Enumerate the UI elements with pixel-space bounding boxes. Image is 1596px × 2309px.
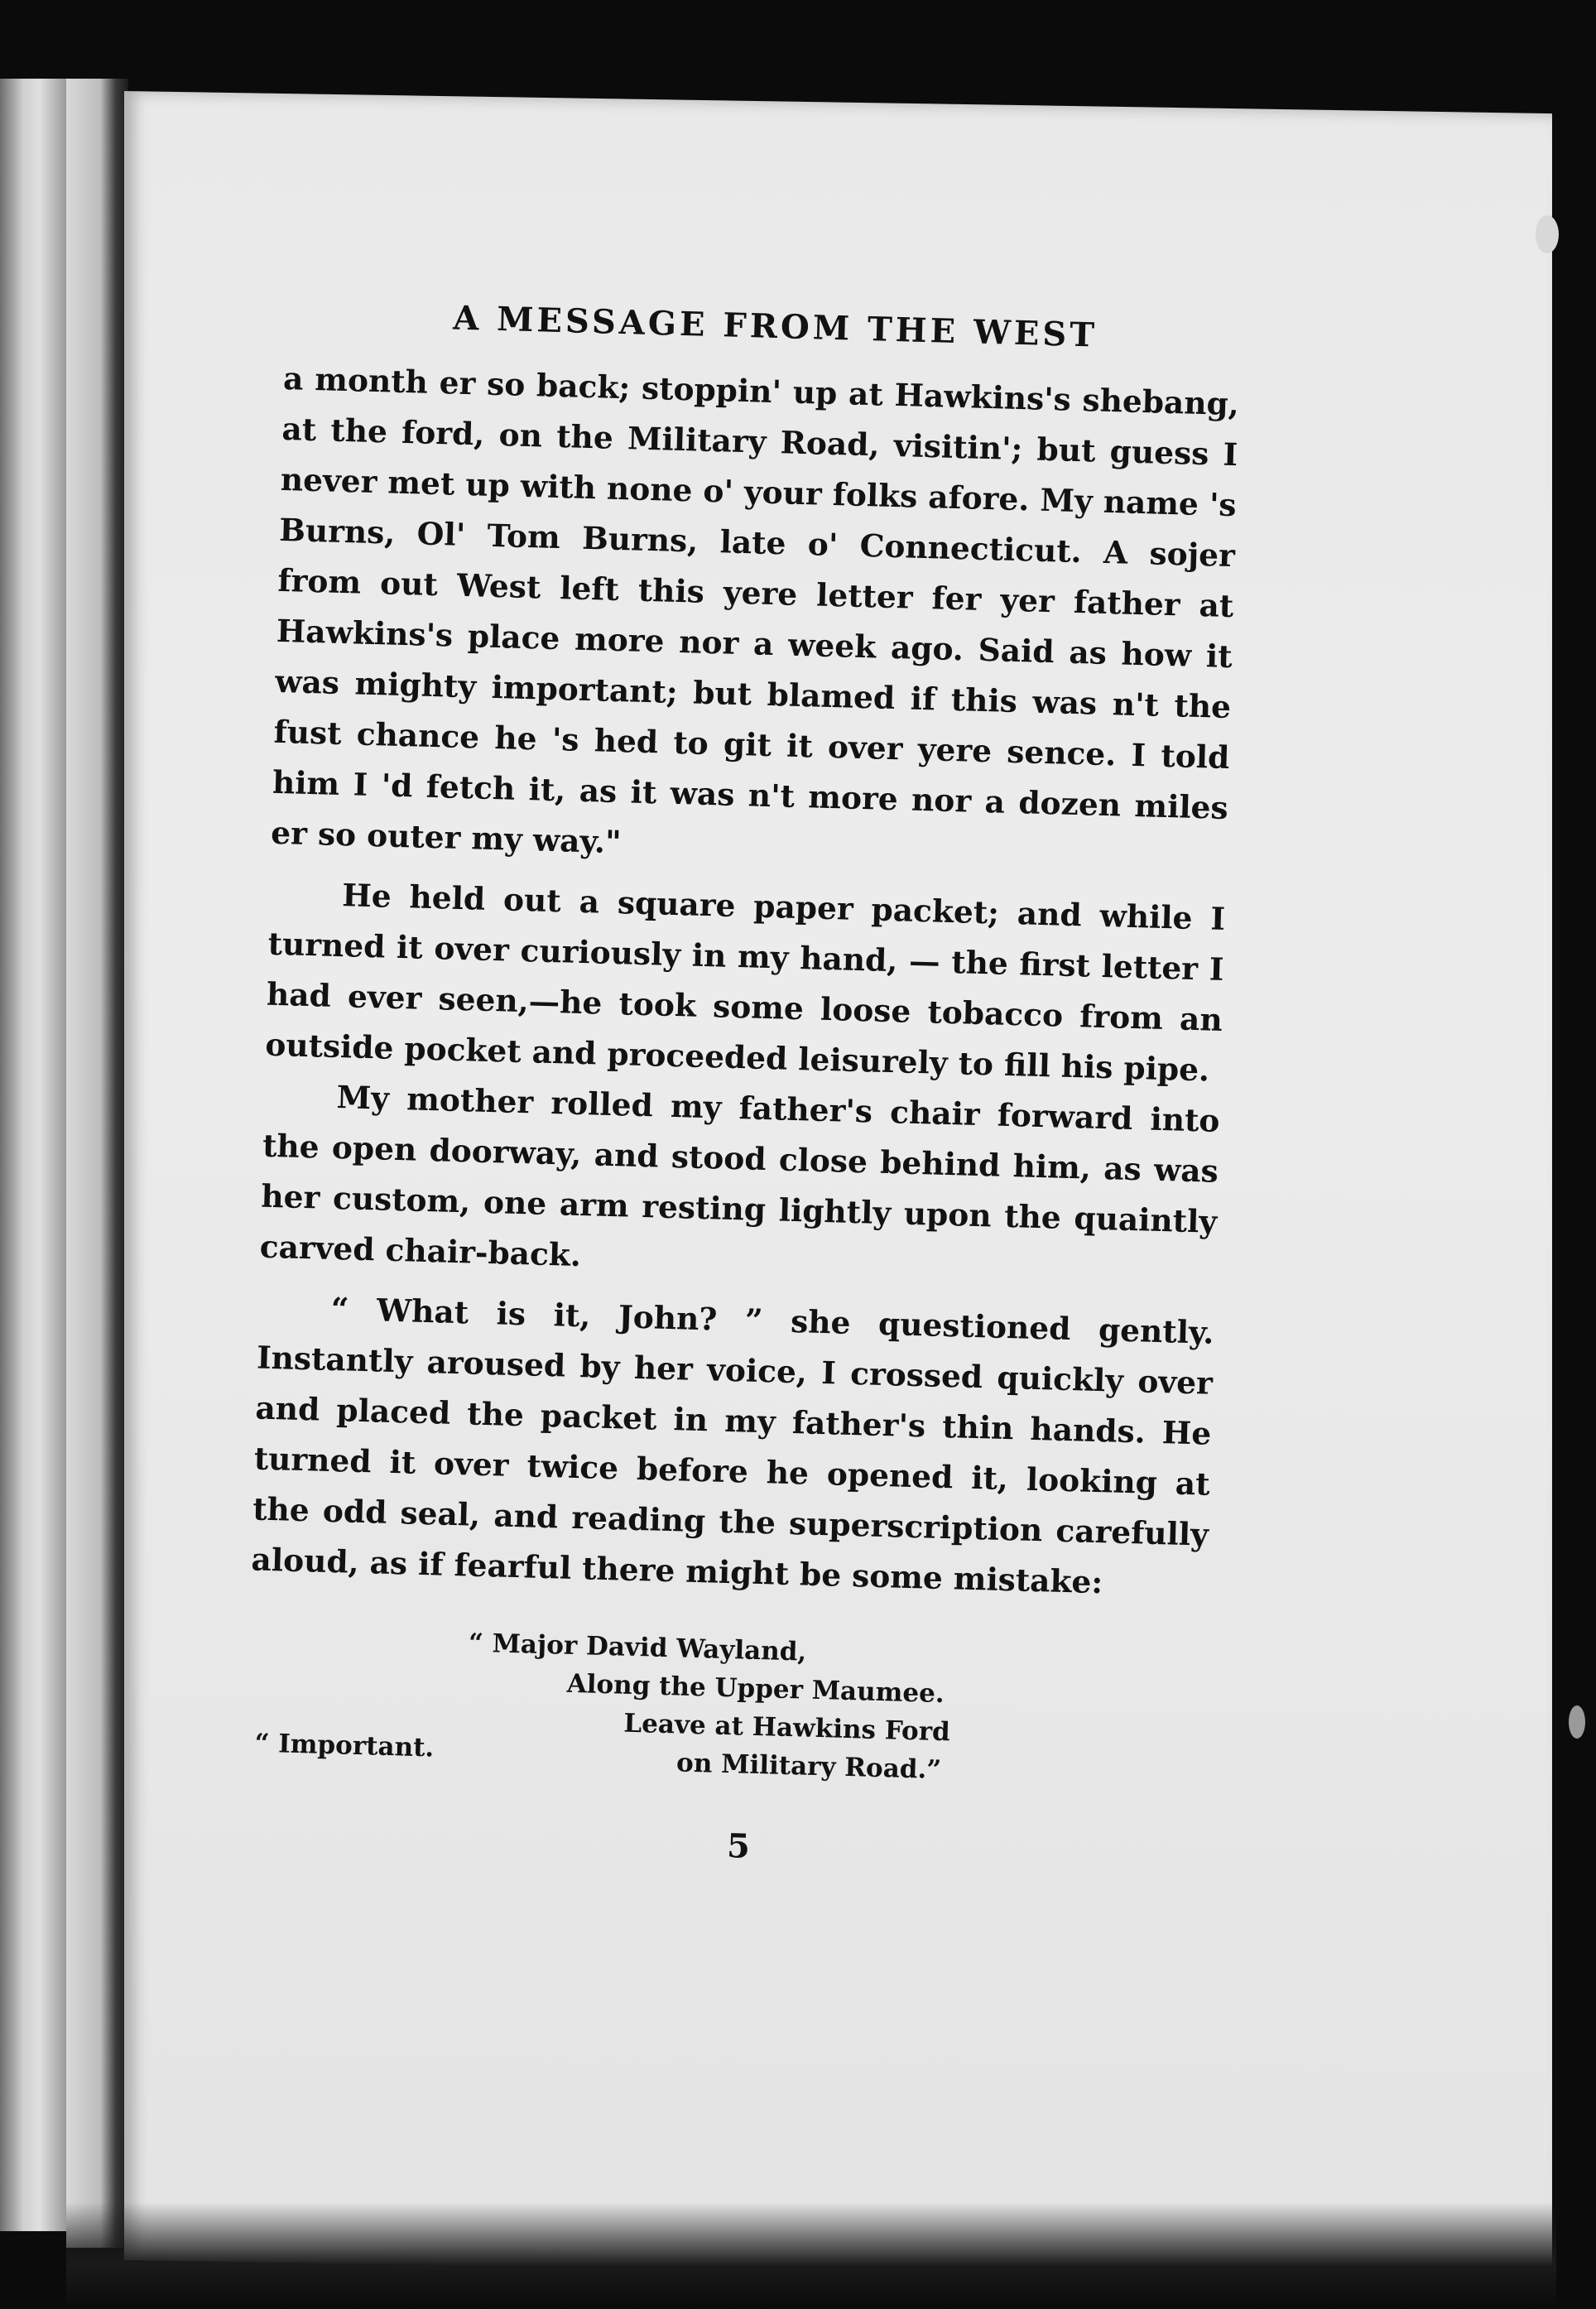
letter-superscription xyxy=(244,1618,1205,1834)
page-bottom-shadow xyxy=(66,2202,1556,2309)
paragraph-mother: My mother rolled my father's chair forward into the open doorway, and stood close behind him, as was her custom, one arm resting lightly upon the quaintly carved chair-back. xyxy=(259,1079,1220,1274)
paragraph-packet: He held out a square paper packet; and while I turned it over curiously in my hand, — the first letter I had ever seen,—he took some loose tobacco from an outside pocket and proceeded leisurely to fill his pipe. xyxy=(264,877,1226,1089)
address-line-name: “ Major David Wayland, xyxy=(468,1628,807,1667)
address-line-leave-at: Leave at Hawkins Ford xyxy=(623,1708,951,1748)
running-head: A MESSAGE FROM THE WEST xyxy=(452,298,1098,355)
page-text-block xyxy=(243,294,1242,1878)
body-text xyxy=(251,354,1240,1611)
address-note-important: “ Important. xyxy=(254,1728,435,1763)
page-number: 5 xyxy=(726,1826,751,1866)
facing-page-edge xyxy=(0,79,66,2231)
address-line-place: Along the Upper Maumee. xyxy=(566,1668,945,1710)
book-gutter xyxy=(66,79,128,2248)
scan-speck xyxy=(1536,215,1559,253)
paragraph-what-is-it: “ What is it, John? ” she questioned gently. Instantly aroused by her voice, I crossed quickly over and placed the packet in my father's thin hands. He turned it over twice before he opened it, looking at the odd seal, and reading the superscription carefully aloud, as if fearful there might be some mistake: xyxy=(251,1290,1215,1601)
paragraph-continued: a month er so back; stoppin' up at Hawkins's shebang, at the ford, on the Military Road, visitin'; but guess I never met up with none o' your folks afore. My name 's Burns, Ol' Tom Burns, late o' Connecticut. A sojer from out West left this yere letter fer yer father at Hawkins's place more nor a week ago. Said as how it was mighty important; but blamed if this was n't the fust chance he 's hed to git it over yere sence. I told him I 'd fetch it, as it was n't more nor a dozen miles er so outer my way." xyxy=(270,359,1240,861)
address-line-road: on Military Road.” xyxy=(675,1748,942,1786)
scan-speck xyxy=(1569,1705,1585,1739)
